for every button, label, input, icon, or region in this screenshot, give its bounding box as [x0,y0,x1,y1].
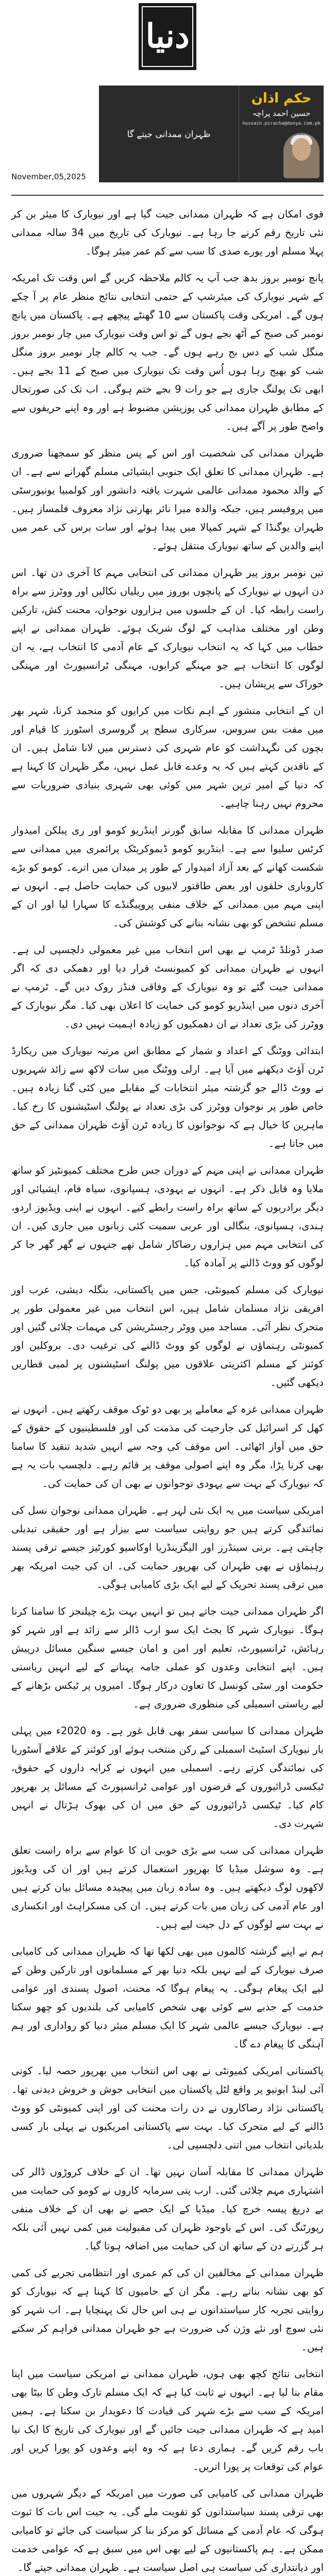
column-header [11,86,324,196]
paragraph: صدر ڈونلڈ ٹرمپ نے بھی اس انتخاب میں غیر معمولی دلچسپی لی ہے۔ انہوں نے ظہران ممدانی کو کمیونسٹ قرار دیا اور دھمکی دی کہ اگر ممدانی جیت گئے تو وہ نیویارک کے وفاقی فنڈز روک دیں گے۔ ٹرمپ نے آخری دنوں میں اینڈریو کومو کی حمایت کا اعلان بھی کیا۔ مگر نیویارک کے ووٹرز کی بڑی تعداد نے ان دھمکیوں کو زیادہ اہمیت نہیں دی۔ [11,944,324,1030]
date-area [11,86,99,189]
dunya-logo [139,3,196,70]
paragraph: انتخابی نتائج کچھ بھی ہوں، ظہران ممدانی نے امریکی سیاست میں اپنا مقام بنا لیا ہے۔ انہوں نے ثابت کیا ہے کہ ایک مسلم تارک وطن کا بیٹا بھی امریکہ کے سب سے بڑے شہر کی قیادت کا دعویدار بن سکتا ہے۔ ہمیں امید ہے کہ ظہران ممدانی جیت جائیں گے اور نیویارک کی تاریخ کا ایک نیا باب رقم کریں گے۔ ہماری دعا ہے کہ وہ اپنے وعدوں کو پورا کریں اور عوام کی توقعات پر پورا اتریں۔ [11,2368,324,2472]
paragraph: تین نومبر بروز پیر ظہران ممدانی کی انتخابی مہم کا آخری دن تھا۔ اس دن انہوں نے نیویارک کے پانچوں بوروز میں ریلیاں نکالیں اور ووٹرز سے براہ راست رابطہ کیا۔ ان کے جلسوں میں ہزاروں نوجوان، محنت کش، تارکین وطن اور مختلف مذاہب کے لوگ شریک ہوئے۔ ظہران ممدانی نے اپنے خطاب میں کہا کہ یہ انتخاب نیویارک کے عام آدمی کا انتخاب ہے، یہ ان لوگوں کا انتخاب ہے جو مہنگے کرایوں، مہنگی ٹرانسپورٹ اور مہنگی خوراک سے پریشان ہیں۔ [11,567,324,690]
paragraph: ظہران ممدانی کا سیاسی سفر بھی قابل غور ہے۔ وہ 2020ء میں پہلی بار نیویارک اسٹیٹ اسمبلی کے رکن منتخب ہوئے اور کوئنز کے علاقے آسٹوریا کی نمائندگی کرتے رہے۔ اسمبلی میں انہوں نے کرایہ داروں کے حقوق، ٹیکسی ڈرائیوروں کے قرضوں اور عوامی ٹرانسپورٹ کے مسائل پر بھرپور کام کیا۔ ٹیکسی ڈرائیوروں کے حق میں ان کی بھوک ہڑتال نے انہیں شہرت دی۔ [11,1725,324,1829]
paragraph: پانچ نومبر بروز بدھ جب آپ یہ کالم ملاحظہ کریں گے اس وقت تک امریکہ کے شہر نیویارک کی میئرشپ کے حتمی انتخابی نتائج منظر عام پر آ چکے ہوں گے۔ امریکی وقت پاکستان سے 10 گھنٹے پیچھے ہے۔ پاکستان میں پانچ نومبر کی صبح کے آٹھ بجے ہوں گے تو اس وقت نیویارک میں چار نومبر بروز منگل شب کے دس بج رہے ہوں گے۔ جب یہ کالم چار نومبر بروز منگل شب کو بھیج رہا ہوں اُس وقت تک نیویارک میں صبح کے 11 بجے ہیں۔ ابھی تک پولنگ جاری ہے جو رات 9 بجے ختم ہوگی۔ اب تک کی صورتحال کے مطابق ظہران ممدانی کی پوزیشن مضبوط ہے اور وہ اپنے حریفوں سے واضح طور پر آگے ہیں۔ [11,272,324,432]
paragraph: نیویارک کی مسلم کمیونٹی، جس میں پاکستانی، بنگلہ دیشی، عرب اور افریقی نژاد مسلمان شامل ہیں، اس انتخاب میں غیر معمولی طور پر متحرک نظر آئی۔ مساجد میں ووٹر رجسٹریشن کی مہمات چلائی گئیں اور کمیونٹی رہنماؤں نے لوگوں کو ووٹ ڈالنے کی ترغیب دی۔ بروکلین اور کوئنز کے مسلم اکثریتی علاقوں میں پولنگ اسٹیشنوں پر لمبی قطاریں دیکھی گئیں۔ [11,1284,324,1388]
masthead [11,0,324,86]
article-body [11,196,324,2576]
column-title: ظہران ممدانی جیتے گا [127,129,211,140]
author-portrait [283,133,320,178]
portrait-face [292,138,311,161]
paragraph: ان کے انتخابی منشور کے اہم نکات میں کرایوں کو منجمد کرنا، شہر بھر میں مفت بس سروس، سرکاری سطح پر گروسری اسٹورز کا قیام اور بچوں کی نگہداشت کو عام شہری کی دسترس میں لانا شامل ہیں۔ ان کے ناقدین کہتے ہیں کہ یہ وعدے قابل عمل نہیں، مگر ظہران کا کہنا ہے کہ دنیا کے امیر ترین شہر میں کوئی بھی شہری بنیادی ضروریات سے محروم نہیں رہنا چاہیے۔ [11,705,324,809]
headline-bar [99,86,239,182]
paragraph: ظہران ممدانی کی شخصیت اور اس کے پس منظر کو سمجھنا ضروری ہے۔ ظہران ممدانی کا تعلق ایک جنوبی ایشیائی مسلم گھرانے سے ہے۔ ان کے والد محمود ممدانی عالمی شہرت یافتہ دانشور اور کولمبیا یونیورسٹی میں پروفیسر ہیں، جبکہ والدہ میرا نائر بھارتی نژاد معروف فلمساز ہیں۔ ظہران یوگنڈا کے شہر کمپالا میں پیدا ہوئے اور سات برس کی عمر میں اپنے والدین کے ساتھ نیویارک منتقل ہوئے۔ [11,447,324,552]
author-email: hussain.piracha@dunya.com.pk [242,121,321,127]
logo-frame [142,6,193,67]
paragraph: امریکی سیاست میں یہ ایک نئی لہر ہے۔ ظہران ممدانی نوجوان نسل کی نمائندگی کرتے ہیں جو روایتی سیاست سے بیزار ہے اور حقیقی تبدیلی چاہتی ہے۔ برنی سینڈرز اور الیگزینڈریا اوکاسیو کورٹیز جیسے ترقی پسند رہنماؤں نے بھی ظہران کی بھرپور حمایت کی۔ ان کی جیت امریکہ بھر میں ترقی پسند تحریک کے لیے ایک بڑی کامیابی ہوگی۔ [11,1504,324,1590]
paragraph: ظہران ممدانی کا مقابلہ آسان نہیں تھا۔ ان کے خلاف کروڑوں ڈالر کی اشتہاری مہم چلائی گئی۔ ارب پتی سرمایہ کاروں نے کومو کی حمایت میں بے دریغ پیسہ خرچ کیا۔ میڈیا کے ایک حصے نے بھی ان کے خلاف منفی رپورٹنگ کی۔ اس کے باوجود ظہران کی مقبولیت میں کمی نہیں آئی بلکہ ہر گزرتے دن کے ساتھ ان کی حمایت میں اضافہ ہوتا گیا۔ [11,2166,324,2252]
paragraph: ظہران ممدانی کے مخالفین ان کی کم عمری اور انتظامی تجربے کی کمی کو بھی نشانہ بناتے رہے۔ مگر ان کے حامیوں کا کہنا ہے کہ نیویارک کو روایتی تجربہ کار سیاستدانوں نے ہی اس حال تک پہنچایا ہے۔ اب شہر کو نئی سوچ اور نئے وژن کی ضرورت ہے جو ظہران ممدانی فراہم کر سکتے ہیں۔ [11,2267,324,2353]
paragraph: ابتدائی ووٹنگ کے اعداد و شمار کے مطابق اس مرتبہ نیویارک میں ریکارڈ ٹرن آؤٹ دیکھنے میں آیا ہے۔ ارلی ووٹنگ میں سات لاکھ سے زائد شہریوں نے ووٹ ڈالے جو گزشتہ میئر انتخابات کے مقابلے میں کئی گنا زیادہ ہیں۔ خاص طور پر نوجوان ووٹرز کی بڑی تعداد نے پولنگ اسٹیشنوں کا رخ کیا۔ ماہرین کا خیال ہے کہ نوجوانوں کا زیادہ ٹرن آؤٹ ظہران ممدانی کے حق میں جاتا ہے۔ [11,1045,324,1149]
paragraph: اگر ظہران ممدانی جیت جاتے ہیں تو انہیں بہت بڑے چیلنجز کا سامنا کرنا ہوگا۔ نیویارک شہر کا بجٹ ایک سو ارب ڈالر سے زائد ہے اور شہر کو رہائش، ٹرانسپورٹ، تعلیم اور امن و امان جیسے سنگین مسائل درپیش ہیں۔ اپنے انتخابی وعدوں کو عملی جامہ پہنانے کے لیے انہیں ریاستی حکومت اور سٹی کونسل کا تعاون درکار ہوگا۔ امیروں پر ٹیکس بڑھانے کے لیے ریاستی اسمبلی کی منظوری ضروری ہے۔ [11,1605,324,1710]
column-name: حکم اذان [251,91,312,106]
logo-text: دنیا [145,17,190,56]
paragraph: ظہران ممدانی نے اپنی مہم کے دوران جس طرح مختلف کمیونٹیز کو ساتھ ملایا وہ قابل ذکر ہے۔ انہوں نے یہودی، ہسپانوی، سیاہ فام، ایشیائی اور دیگر برادریوں کے ساتھ براہ راست رابطے کیے۔ انہوں نے اپنی ویڈیوز اردو، ہندی، ہسپانوی، بنگالی اور عربی سمیت کئی زبانوں میں جاری کیں۔ ان کی انتخابی مہم میں ہزاروں رضاکار شامل تھے جنہوں نے گھر گھر جا کر لوگوں کو ووٹ ڈالنے پر آمادہ کیا۔ [11,1164,324,1269]
author-name: حسین احمد پراچہ [252,109,311,118]
paragraph: ظہران ممدانی غزہ کے معاملے پر بھی دو ٹوک موقف رکھتے ہیں۔ انہوں نے کھل کر اسرائیل کی جارحیت کی مذمت کی اور فلسطینیوں کے حقوق کے حق میں آواز اٹھائی۔ اس موقف کی وجہ سے انہیں شدید تنقید کا سامنا بھی کرنا پڑا، مگر وہ اپنے اصولی موقف پر قائم رہے۔ دلچسپ بات یہ ہے کہ نیویارک کے بہت سے یہودی نوجوانوں نے بھی ان کی حمایت کی۔ [11,1403,324,1489]
paragraph: ظہران ممدانی کی کامیابی کی صورت میں امریکہ کے دیگر شہروں میں بھی ترقی پسند سیاستدانوں کو تقویت ملے گی۔ یہ جیت اس بات کا ثبوت ہوگی کہ عام آدمی کے مسائل کو مرکز بنا کر سیاست کی جائے تو کامیابی ممکن ہے۔ ہم پاکستانیوں کے لیے بھی اس میں سبق ہے کہ عوامی خدمت اور دیانتداری کی سیاست ہی اصل سیاست ہے۔ ظہران ممدانی جیتے گا۔ [11,2487,324,2573]
paragraph: ظہران ممدانی کا مقابلہ سابق گورنر اینڈریو کومو اور ری پبلکن امیدوار کرٹس سلیوا سے ہے۔ اینڈریو کومو ڈیموکریٹک پرائمری میں ممدانی سے شکست کھانے کے بعد آزاد امیدوار کے طور پر میدان میں اترے۔ کومو کو بڑے کاروباری حلقوں اور بعض طاقتور لابیوں کی حمایت حاصل ہے۔ انہوں نے اپنی مہم میں ممدانی کے خلاف منفی پروپیگنڈے کا سہارا لیا اور ان کے مسلم تشخص کو بھی نشانہ بنانے کی کوشش کی۔ [11,824,324,929]
paragraph: قوی امکان ہے کہ ظہران ممدانی جیت گیا ہے اور نیویارک کا میئر بن کر نئی تاریخ رقم کرنے جا رہا ہے۔ نیویارک کی تاریخ میں 34 سالہ ممدانی پہلا مسلم اور پورے صدی کا سب سے کم عمر میئر ہوگا۔ [11,208,324,257]
paragraph: ظہران ممدانی کی سب سے بڑی خوبی ان کا عوام سے براہ راست تعلق ہے۔ وہ سوشل میڈیا کا بھرپور استعمال کرتے ہیں اور ان کی ویڈیوز لاکھوں لوگ دیکھتے ہیں۔ وہ سادہ زبان میں پیچیدہ مسائل بیان کرتے ہیں اور عام آدمی کی زبان میں بات کرتے ہیں۔ ان کی مسکراہٹ اور انکساری نے بہت سے لوگوں کے دل جیت لیے ہیں۔ [11,1844,324,1930]
publish-date: November,05,2025 [11,172,86,181]
paragraph: ہم نے اپنے گزشتہ کالموں میں بھی لکھا تھا کہ ظہران ممدانی کی کامیابی صرف نیویارک کے لیے نہیں بلکہ دنیا بھر کے مسلمانوں اور تارکین وطن کے لیے ایک پیغام ہوگی۔ یہ پیغام ہوگا کہ محنت، اصول پسندی اور عوامی خدمت کے جذبے سے کوئی بھی شخص کامیابی کی بلندیوں کو چھو سکتا ہے۔ نیویارک جیسے عالمی شہر کا ایک مسلم میئر دنیا کو رواداری اور ہم آہنگی کا پیغام دے گا۔ [11,1945,324,2050]
paragraph: پاکستانی امریکی کمیونٹی نے بھی اس انتخاب میں بھرپور حصہ لیا۔ کونی آئی لینڈ ایونیو پر واقع لٹل پاکستان میں انتخابی جوش و خروش دیدنی تھا۔ پاکستانی نژاد رضاکاروں نے دن رات محنت کی اور اپنی کمیونٹی کو ووٹ ڈالنے کے لیے متحرک کیا۔ بہت سے پاکستانی امریکیوں نے پہلی بار کسی بلدیاتی انتخاب میں اتنی دلچسپی لی۔ [11,2065,324,2151]
author-block [239,86,324,182]
